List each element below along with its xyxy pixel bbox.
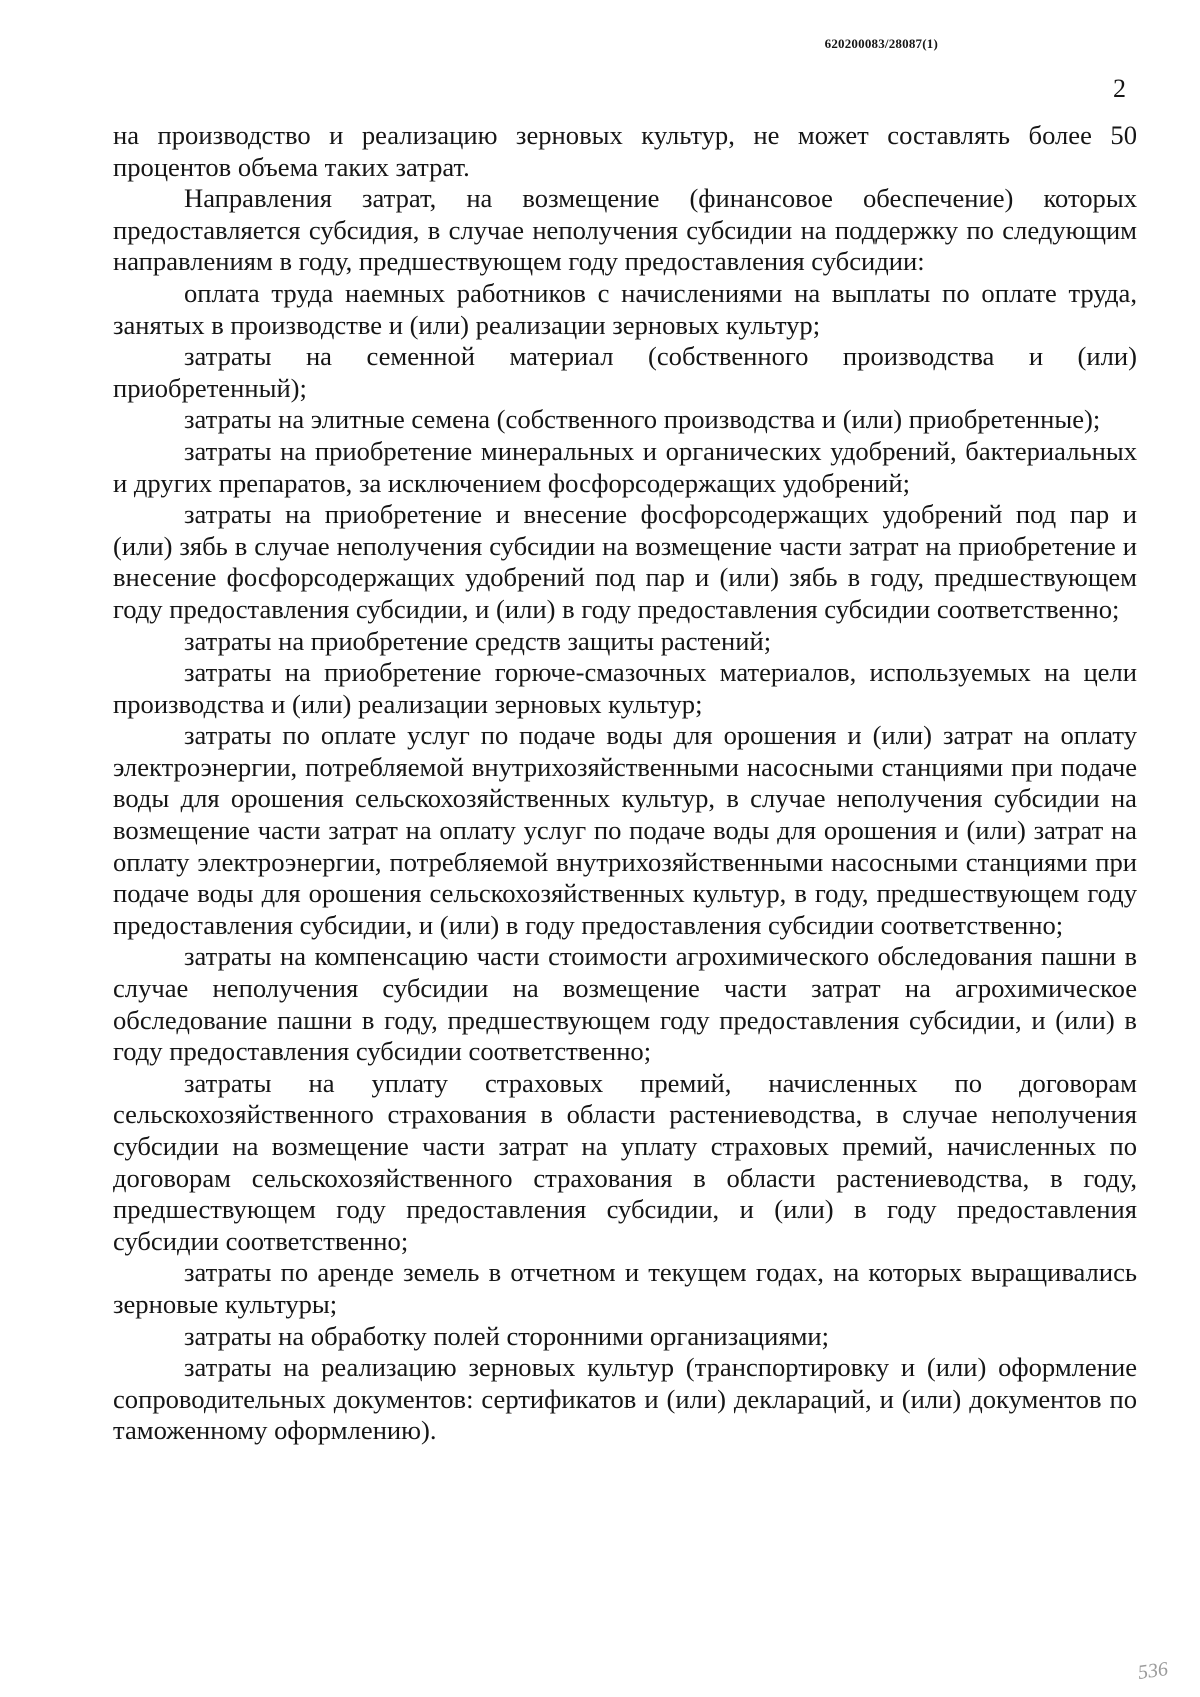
paragraph: затраты на приобретение и внесение фосфорсодержащих удобрений под пар и (или) зябь в случае неполучения субсидии на возмещение части затрат на приобретение и внесение фосфорсодержащих удобрений под пар и (или) зябь в году, предшествующем году предоставления субсидии, и (или) в году предоставления субсидии соответственно; [113,499,1137,624]
paragraph: затраты на приобретение средств защиты растений; [184,625,772,656]
page-number: 2 [1113,74,1126,103]
paragraph: затраты по аренде земель в отчетном и текущем годах, на которых выращивались зерновые культуры; [113,1257,1137,1319]
paragraph: затраты на семенной материал (собственного производства и (или) приобретенный); [113,341,1137,403]
paragraph: Направления затрат, на возмещение (финансовое обеспечение) которых предоставляется субсидия, в случае неполучения субсидии на поддержку по следующим направлениям в году, предшествующем году предоставления субсидии: [113,183,1137,277]
paragraph: затраты на приобретение минеральных и органических удобрений, бактериальных и других препаратов, за исключением фосфорсодержащих удобрений; [113,435,1137,498]
paragraph: затраты на уплату страховых премий, начисленных по договорам сельскохозяйственного страхования в области растениеводства, в случае неполучения субсидии на возмещение части затрат на уплату страховых премий, начисленных по договорам сельскохозяйственного страхования в области растениеводства, в году, предшествующем году предоставления субсидии, и (или) в году предоставления субсидии соответственно; [113,1067,1137,1256]
document-code: 620200083/28087(1) [824,36,938,51]
paragraph: затраты на приобретение горюче-смазочных материалов, используемых на цели производства и (или) реализации зерновых культур; [113,657,1137,719]
paragraph: затраты по оплате услуг по подаче воды для орошения и (или) затрат на оплату электроэнергии, потребляемой внутрихозяйственными насосными станциями при подаче воды для орошения сельскохозяйственных культур, в случае неполучения субсидии на возмещение части затрат на оплату услуг по подаче воды для орошения и (или) затрат на оплату электроэнергии, потребляемой внутрихозяйственными насосными станциями при подаче воды для орошения сельскохозяйственных культур, в году, предшествующем году предоставления субсидии, и (или) в году предоставления субсидии соответственно; [113,720,1137,940]
document-body [113,120,1137,1447]
paragraph: затраты на элитные семена (собственного производства и (или) приобретенные); [184,404,1101,435]
handwritten-note: 536 [1136,1658,1170,1684]
paragraph: затраты на компенсацию части стоимости агрохимического обследования пашни в случае неполучения субсидии на возмещение части затрат на агрохимическое обследование пашни в году, предшествующем году предоставления субсидии, и (или) в году предоставления субсидии соответственно; [113,941,1137,1067]
paragraph: затраты на реализацию зерновых культур (транспортировку и (или) оформление сопроводительных документов: сертификатов и (или) деклараций, и (или) документов по таможенному оформлению). [113,1352,1137,1446]
paragraph: оплата труда наемных работников с начислениями на выплаты по оплате труда, занятых в производстве и (или) реализации зерновых культур; [113,277,1137,340]
paragraph: затраты на обработку полей сторонними организациями; [184,1320,830,1351]
paragraph: на производство и реализацию зерновых культур, не может составлять более 50 процентов объема таких затрат. [113,120,1137,182]
